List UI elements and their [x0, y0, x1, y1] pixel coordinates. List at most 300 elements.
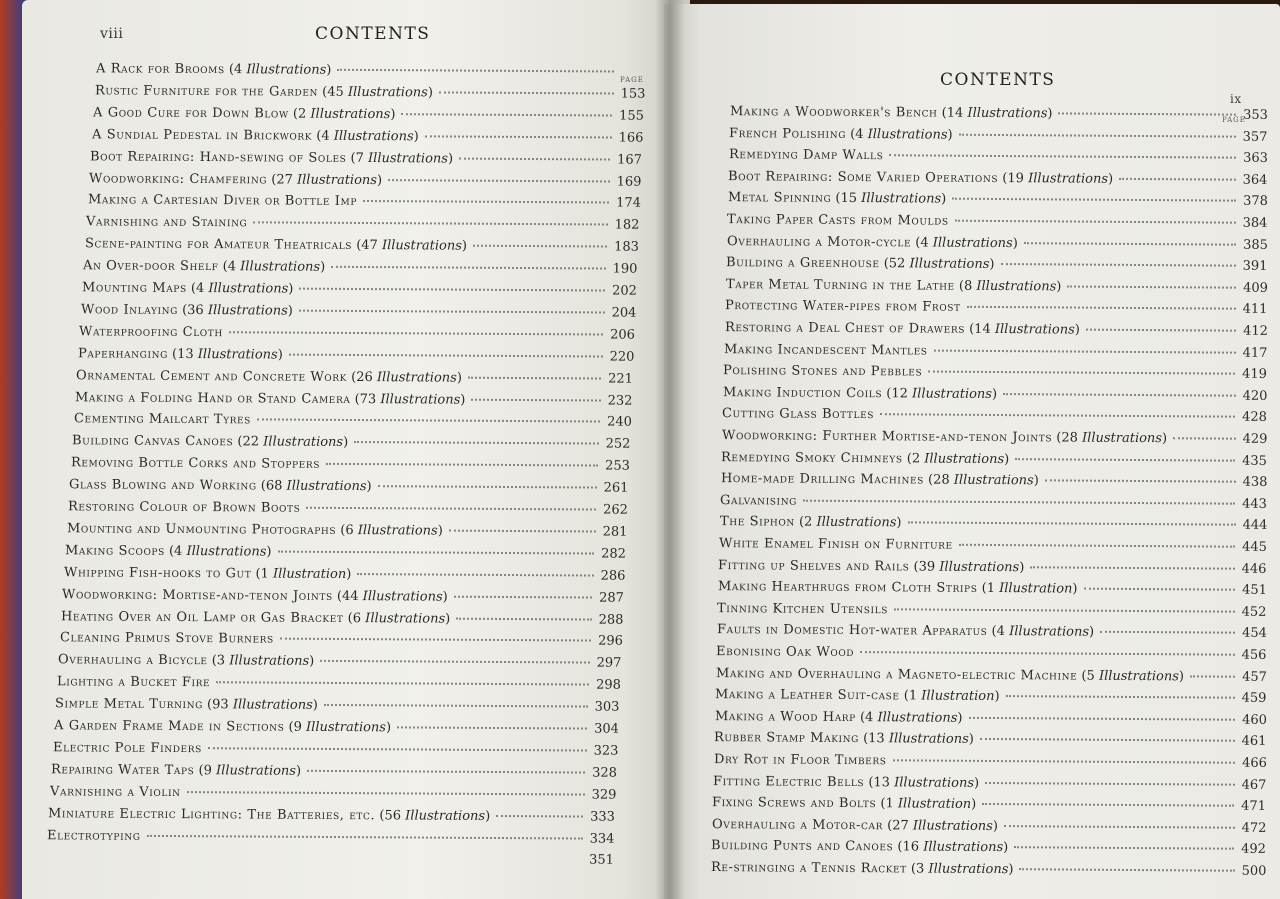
entry-title — [711, 860, 1014, 877]
entry-title — [726, 255, 995, 272]
illustration-number: 39 — [918, 559, 936, 575]
dot-leader — [1085, 329, 1235, 332]
entry-page-number: 304 — [594, 721, 620, 737]
contents-entry — [724, 342, 1268, 361]
entry-page-number: 467 — [1241, 777, 1267, 793]
entry-illustration-count: (13 Illustrations) — [167, 346, 283, 363]
entry-page-number: 454 — [1241, 626, 1267, 642]
entry-page-number: 385 — [1242, 237, 1268, 253]
illustration-number: 19 — [1007, 170, 1025, 186]
entry-title — [72, 434, 348, 451]
dot-leader — [456, 617, 591, 620]
illustration-number: 4 — [228, 259, 237, 275]
right-page — [664, 4, 1280, 899]
dot-leader — [929, 371, 1236, 375]
dot-leader — [278, 550, 594, 554]
contents-entry — [76, 368, 633, 386]
entry-page-number: 174 — [615, 195, 641, 212]
entry-title — [728, 191, 946, 208]
entry-title-text: Restoring Colour of Brown Boots — [67, 499, 301, 516]
entry-illustration-count: (4 Illustrations) — [224, 62, 332, 78]
entry-illustration-count: (27 Illustrations) — [882, 818, 998, 834]
entry-title-text: Building a Greenhouse — [726, 255, 880, 272]
entry-page-number: 287 — [599, 590, 625, 606]
entry-title-text: Making Scoops — [65, 543, 166, 559]
illustration-number: 13 — [868, 731, 885, 747]
entry-illustration-count: (68 Illustrations) — [257, 478, 373, 495]
contents-entry — [68, 499, 628, 517]
dot-leader — [1173, 437, 1235, 439]
entry-title-text: Lighting a Bucket Fire — [56, 674, 211, 691]
entry-title — [50, 784, 181, 800]
contents-entry — [85, 236, 639, 254]
entry-title — [92, 127, 419, 144]
entry-illustration-count: (4 Illustrations) — [218, 259, 326, 275]
illustration-word: Illustrations — [229, 653, 310, 670]
contents-entry — [88, 193, 641, 211]
illustration-word: Illustrations — [365, 610, 446, 627]
entry-title-text: A Sundial Pedestal in Brickwork — [91, 127, 312, 144]
contents-entry — [725, 298, 1268, 317]
contents-entry — [53, 740, 619, 758]
illustration-number: 1 — [885, 796, 895, 812]
dot-leader — [1015, 847, 1235, 851]
entry-illustration-count: (6 Illustrations) — [335, 522, 443, 539]
contents-entry — [723, 385, 1268, 404]
entry-page-number: 460 — [1241, 712, 1267, 728]
illustration-number: 2 — [911, 451, 921, 467]
entry-page-number: 297 — [596, 655, 622, 672]
right-page-number: ix — [1230, 92, 1242, 106]
illustration-word: Illustrations — [347, 84, 428, 101]
contents-entry — [83, 258, 638, 276]
dot-leader — [985, 782, 1234, 786]
dot-leader — [254, 222, 608, 226]
illustration-word: Illustrations — [363, 588, 444, 605]
dot-leader — [860, 651, 1234, 656]
entry-title-text: Making a Cartesian Diver or Bottle Imp — [87, 192, 357, 210]
right-page-column-label: PAGE — [1222, 116, 1246, 124]
entry-page-number: 333 — [590, 809, 616, 825]
entry-page-number: 412 — [1242, 323, 1268, 339]
dot-leader — [803, 499, 1235, 504]
entry-page-number: 429 — [1242, 431, 1268, 447]
entry-title-text: A Good Cure for Down Blow — [93, 105, 290, 122]
illustration-number: 28 — [932, 472, 950, 488]
contents-entry — [720, 493, 1267, 512]
dot-leader — [307, 770, 585, 774]
entry-title — [722, 428, 1167, 446]
contents-entry — [727, 212, 1268, 231]
entry-title-text: Metal Spinning — [727, 190, 832, 207]
illustration-word: Illustrations — [909, 256, 990, 273]
dot-leader — [952, 198, 1236, 202]
entry-title — [90, 149, 453, 166]
contents-entry — [64, 565, 626, 583]
entry-title — [723, 385, 997, 402]
dot-leader — [147, 834, 583, 839]
illustration-number: 56 — [384, 807, 402, 824]
entry-title — [76, 368, 462, 385]
illustration-word: Illustrations — [208, 281, 289, 297]
illustration-word: Illustrations — [263, 434, 344, 451]
contents-entry — [60, 631, 623, 649]
dot-leader — [354, 441, 598, 444]
illustration-word: Illustrations — [381, 238, 462, 254]
illustration-word: Illustrations — [1028, 171, 1109, 187]
contents-entry — [69, 477, 629, 495]
illustration-number: 93 — [212, 697, 230, 713]
entry-title — [712, 795, 976, 812]
contents-entry — [46, 850, 614, 868]
dot-leader — [955, 220, 1236, 224]
illustration-word: Illustration — [921, 688, 995, 705]
entry-illustration-count: (73 Illustrations) — [350, 391, 466, 408]
entry-illustration-count: (3 Illustrations) — [207, 653, 315, 670]
entry-title — [78, 346, 283, 362]
right-page-heading: CONTENTS — [940, 70, 1056, 90]
entry-title — [717, 622, 1094, 640]
illustration-number: 15 — [840, 191, 857, 207]
illustration-number: 4 — [919, 235, 929, 251]
entry-title-text: Home-made Drilling Machines — [720, 471, 924, 488]
entry-title — [79, 324, 223, 340]
contents-entry — [726, 277, 1268, 296]
illustration-number: 16 — [902, 839, 920, 855]
entry-page-number: 303 — [595, 699, 620, 715]
entry-title — [60, 631, 274, 647]
entry-page-number: 190 — [613, 261, 638, 277]
contents-entry — [48, 806, 615, 824]
entry-page-number: 167 — [617, 152, 643, 168]
entry-page-number: 334 — [589, 831, 615, 847]
entry-page-number: 353 — [1243, 107, 1269, 123]
contents-entry — [716, 666, 1267, 685]
dot-leader — [468, 376, 601, 379]
entry-page-number: 391 — [1242, 258, 1268, 275]
dot-leader — [378, 485, 597, 488]
dot-leader — [1019, 868, 1234, 872]
contents-entry — [95, 83, 646, 101]
dot-leader — [279, 638, 590, 642]
entry-title — [729, 126, 953, 143]
left-page-heading: CONTENTS — [315, 24, 431, 44]
contents-entry — [715, 709, 1267, 728]
dot-leader — [324, 704, 588, 708]
entry-page-number: 328 — [592, 765, 618, 781]
entry-title-text: Faults in Domestic Hot-water Apparatus — [716, 622, 988, 640]
contents-entry — [82, 280, 637, 298]
entry-page-number: 253 — [604, 458, 630, 474]
entry-page-number: 419 — [1242, 366, 1268, 383]
entry-title — [58, 653, 314, 670]
entry-illustration-count: (39 Illustrations) — [909, 559, 1025, 575]
entry-title — [730, 104, 1053, 121]
entry-page-number: 378 — [1242, 194, 1268, 210]
entry-title-text: Glass Blowing and Working — [69, 477, 258, 494]
entry-title — [721, 471, 1039, 488]
entry-title — [96, 61, 331, 77]
contents-entry — [51, 762, 617, 780]
entry-title — [71, 455, 320, 472]
entry-illustration-count: (1 Illustration) — [251, 566, 352, 582]
dot-leader — [397, 726, 587, 729]
entry-page-number: 446 — [1242, 561, 1267, 577]
entry-title-text: The Siphon — [719, 514, 795, 531]
entry-title-text: Overhauling a Bicycle — [58, 652, 208, 669]
illustration-word: Illustrations — [860, 191, 941, 207]
illustration-number: 2 — [298, 106, 307, 122]
contents-entry — [721, 471, 1268, 490]
illustration-number: 4 — [321, 128, 330, 144]
contents-entry — [729, 126, 1268, 145]
illustration-number: 14 — [946, 105, 964, 121]
entry-illustration-count: (52 Illustrations) — [879, 256, 995, 273]
dot-leader — [1003, 393, 1235, 397]
illustration-word: Illustrations — [197, 346, 278, 363]
entry-illustration-count: (14 Illustrations) — [964, 321, 1080, 338]
illustration-word: Illustrations — [888, 731, 969, 748]
entry-page-number: 204 — [611, 305, 637, 321]
illustration-word: Illustrations — [877, 710, 958, 726]
illustration-number: 45 — [326, 84, 344, 100]
entry-illustration-count: (19 Illustrations) — [998, 170, 1114, 187]
entry-page-number: 252 — [605, 436, 631, 453]
entry-title — [48, 806, 490, 824]
entry-title-text: Making Incandescent Mantles — [723, 341, 928, 359]
illustration-word: Illustrations — [1081, 430, 1162, 447]
entry-title — [61, 609, 450, 626]
left-page — [22, 0, 690, 899]
illustration-number: 1 — [908, 688, 918, 704]
entry-page-number: 288 — [598, 612, 624, 628]
illustration-word: Illustrations — [923, 839, 1004, 856]
entry-title — [717, 601, 888, 617]
entry-illustration-count: (56 Illustrations) — [375, 807, 491, 824]
entry-title — [67, 521, 443, 538]
illustration-number: 5 — [1086, 668, 1095, 684]
contents-entry — [55, 696, 620, 714]
illustration-number: 8 — [963, 278, 972, 294]
illustration-number: 9 — [293, 719, 302, 735]
entry-page-number: 417 — [1242, 345, 1268, 361]
entry-title — [719, 536, 953, 553]
contents-entry — [81, 302, 637, 320]
entry-title-text: White Enamel Finish on Furniture — [718, 536, 953, 553]
entry-title-text: Making a Woodworker's Bench — [729, 104, 938, 121]
entry-title — [715, 709, 963, 726]
dot-leader — [207, 747, 586, 751]
illustration-number: 4 — [233, 62, 243, 78]
entry-title — [62, 587, 448, 604]
entry-illustration-count: (4 Illustrations) — [987, 624, 1094, 641]
entry-page-number: 166 — [618, 130, 644, 146]
entry-title-text: Overhauling a Motor-car — [711, 816, 883, 834]
illustration-word: Illustrations — [216, 763, 297, 779]
illustration-word: Illustration — [272, 566, 347, 582]
entry-title-text: An Over-door Shelf — [83, 258, 219, 275]
contents-entry — [714, 730, 1267, 749]
dot-leader — [320, 660, 589, 664]
contents-entry — [726, 255, 1268, 274]
entry-illustration-count: (14 Illustrations) — [937, 105, 1053, 122]
dot-leader — [1067, 285, 1236, 288]
entry-illustration-count: (93 Illustrations) — [203, 697, 319, 713]
dot-leader — [1015, 458, 1235, 462]
entry-title — [721, 450, 1009, 467]
entry-title — [716, 666, 1184, 684]
illustration-number: 28 — [1061, 430, 1078, 446]
entry-illustration-count: (27 Illustrations) — [267, 171, 383, 188]
contents-entry — [93, 105, 644, 123]
illustration-number: 1 — [260, 566, 269, 582]
entry-title-text: Making a Folding Hand or Stand Camera — [74, 389, 351, 407]
entry-illustration-count: (28 Illustrations) — [1051, 430, 1167, 447]
entry-title-text: Whipping Fish-hooks to Gut — [63, 564, 252, 582]
illustration-word: Illustrations — [894, 774, 975, 791]
dot-leader — [967, 306, 1236, 310]
entry-illustration-count: (1 Illustration) — [899, 688, 1000, 705]
entry-illustration-count: (28 Illustrations) — [923, 472, 1039, 489]
entry-illustration-count: (8 Illustrations) — [954, 278, 1062, 295]
entry-title — [711, 838, 1008, 855]
dot-leader — [889, 154, 1236, 158]
entry-title — [55, 696, 318, 713]
contents-entry — [78, 346, 635, 364]
dot-leader — [980, 738, 1235, 742]
contents-entry — [74, 412, 632, 430]
entry-title — [718, 558, 1024, 575]
entry-page-number: 445 — [1242, 539, 1268, 555]
dot-leader — [1058, 112, 1236, 115]
entry-title — [57, 674, 210, 690]
illustration-number: 13 — [873, 774, 890, 790]
entry-illustration-count: (6 Illustrations) — [343, 610, 451, 627]
dot-leader — [439, 91, 614, 94]
dot-leader — [299, 288, 605, 292]
entry-page-number: 351 — [588, 852, 614, 869]
entry-illustration-count: (12 Illustrations) — [881, 386, 997, 402]
entry-title-text: Ornamental Cement and Concrete Work — [76, 367, 348, 385]
illustration-word: Illustrations — [207, 302, 288, 319]
entry-illustration-count: (2 Illustrations) — [794, 515, 902, 531]
entry-title-text: Tinning Kitchen Utensils — [717, 600, 889, 618]
dot-leader — [497, 815, 584, 818]
entry-title — [95, 83, 433, 100]
illustration-number: 4 — [996, 624, 1005, 640]
entry-illustration-count: (4 Illustrations) — [910, 234, 1018, 251]
entry-title — [728, 169, 1113, 187]
dot-leader — [1023, 242, 1235, 245]
dot-leader — [332, 266, 606, 270]
entry-title-text: Wood Inlaying — [80, 302, 178, 318]
entry-illustration-count: (4 Illustrations) — [165, 543, 272, 560]
illustration-number: 7 — [355, 150, 365, 166]
entry-page-number: 220 — [609, 349, 635, 365]
left-contents-list — [22, 0, 690, 899]
entry-page-number: 240 — [606, 414, 632, 431]
illustration-word: Illustrations — [357, 522, 438, 539]
contents-entry — [715, 687, 1267, 706]
left-page-number: viii — [100, 26, 124, 42]
illustration-number: 4 — [174, 543, 183, 559]
contents-entry — [728, 169, 1268, 188]
entry-page-number: 329 — [591, 787, 617, 803]
entry-title-text: Repairing Water Taps — [51, 762, 195, 778]
entry-title-text: Cementing Mailcart Tyres — [73, 411, 251, 428]
contents-entry — [62, 587, 624, 605]
entry-page-number: 363 — [1243, 150, 1268, 167]
entry-title-text: Polishing Stones and Pebbles — [723, 363, 923, 380]
illustration-word: Illustrations — [967, 105, 1048, 122]
entry-illustration-count: (45 Illustrations) — [317, 84, 433, 101]
dot-leader — [983, 803, 1235, 807]
entry-illustration-count: (1 Illustration) — [876, 796, 977, 813]
entry-title-text: Fitting Electric Bells — [712, 773, 865, 790]
entry-title-text: Making Induction Coils — [722, 384, 883, 402]
left-page-column-label: PAGE — [620, 76, 644, 84]
entry-illustration-count: (4 Illustrations) — [855, 709, 963, 726]
contents-entry — [47, 828, 615, 846]
illustration-number: 27 — [276, 171, 293, 188]
illustration-number: 4 — [864, 709, 874, 725]
entry-page-number: 471 — [1241, 798, 1267, 815]
illustration-word: Illustrations — [233, 697, 314, 713]
contents-entry — [721, 450, 1267, 469]
entry-page-number: 261 — [604, 480, 629, 496]
dot-leader — [357, 573, 593, 576]
illustration-number: 36 — [186, 302, 204, 318]
entry-illustration-count: (9 Illustrations) — [194, 762, 302, 779]
entry-title-text: Cleaning Primus Stove Burners — [59, 630, 274, 647]
entry-title-text: Varnishing and Staining — [86, 214, 248, 231]
contents-entry — [717, 601, 1267, 620]
illustration-word: Illustrations — [975, 278, 1056, 295]
entry-title — [716, 644, 854, 660]
illustration-word: Illustrations — [368, 150, 449, 167]
illustration-number: 6 — [352, 610, 362, 626]
entry-title — [53, 740, 202, 756]
entry-title — [714, 730, 974, 747]
entry-page-number: 232 — [607, 393, 633, 409]
entry-title-text: Taking Paper Casts from Moulds — [727, 212, 950, 229]
contents-entry — [713, 774, 1267, 793]
entry-illustration-count: (13 Illustrations) — [858, 731, 974, 748]
dot-leader — [289, 353, 603, 357]
illustration-word: Illustrations — [815, 515, 897, 531]
illustration-number: 4 — [855, 126, 864, 142]
entry-title-text: Boot Repairing: Hand-sewing of Soles — [90, 148, 347, 166]
entry-title — [64, 565, 351, 582]
contents-entry — [58, 653, 622, 671]
dot-leader — [425, 135, 612, 138]
contents-entry — [730, 104, 1268, 123]
contents-entry — [718, 579, 1267, 598]
contents-entry — [57, 674, 621, 692]
entry-illustration-count: (4 Illustrations) — [846, 126, 954, 143]
illustration-word: Illustrations — [306, 719, 387, 736]
illustration-word: Illustrations — [186, 543, 267, 560]
entry-page-number: 409 — [1242, 280, 1268, 296]
entry-page-number: 500 — [1241, 863, 1267, 879]
contents-entry — [54, 718, 619, 736]
illustration-word: Illustrations — [286, 478, 367, 495]
dot-leader — [448, 530, 595, 533]
contents-entry — [724, 320, 1267, 339]
entry-page-number: 286 — [600, 568, 626, 584]
entry-illustration-count: (4 Illustrations) — [186, 280, 294, 297]
contents-entry — [711, 838, 1266, 857]
